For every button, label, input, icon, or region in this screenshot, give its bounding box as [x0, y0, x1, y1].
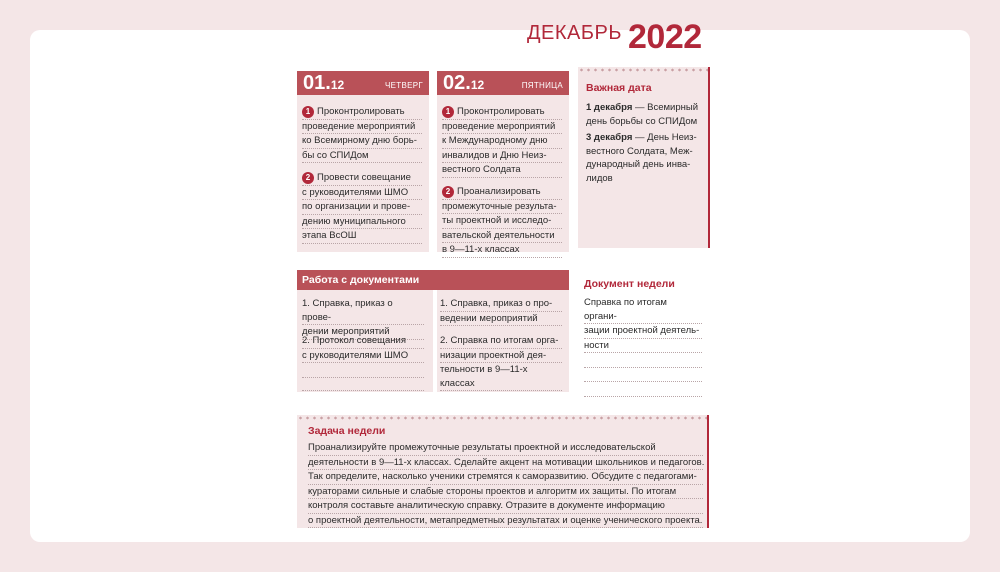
important-date-title: Важная дата [586, 82, 652, 94]
day-tasks [297, 95, 429, 252]
day-header [297, 71, 429, 95]
document-item: 1. Справка, приказ о прове- дении мероприятий [302, 297, 424, 340]
number-badge: 1 [442, 106, 454, 118]
blank-line [584, 382, 702, 397]
month-title: ДЕКАБРЬ [527, 22, 622, 44]
perforation-edge [297, 415, 707, 421]
task-item: 1 Проконтролировать проведение мероприятий ко Всемирному дню борь- бы со СПИДом [302, 105, 422, 163]
day-column-1 [297, 71, 429, 252]
task-item: 2 Провести совещание с руководителями ШМО по организации и прове- дению муниципального этапа ВсОШ [302, 171, 422, 244]
documents-body [297, 290, 569, 392]
important-date-item: 1 декабря — Всемирный день борьбы со СПИДом [586, 102, 699, 127]
document-item: 2. Справка по итогам орга- низации проектной дея- тельности в 9—11-х классах [440, 334, 562, 391]
documents-panel [297, 270, 569, 392]
task-item: 2 Проанализировать промежуточные результа- ты проектной и исследо- вательской деятельности в 9—11-х классах [442, 185, 562, 258]
day-number: 02.12 [443, 72, 485, 94]
important-date-panel [578, 67, 710, 248]
task-of-week-text: Проанализируйте промежуточные результаты проектной и исследовательской деятельности в 9—11-х классах. Сделайте акцент на мотивации школьников и педагогов. Так определите, насколько ученики стремятся к саморазвитию. Обсудите с педагогами- кураторами сильные и слабые стороны проектов и алгоритм их защиты. По итогам контроля составьте аналитическую справку. Отразите в документе информацию о проектной деятельности, метапредметных результатах и оценке ученического проекта. [308, 441, 703, 528]
number-badge: 2 [302, 172, 314, 184]
blank-line [440, 390, 562, 391]
documents-title: Работа с документами [297, 270, 569, 290]
task-of-week-panel [297, 415, 709, 528]
blank-line [584, 368, 702, 383]
important-date-item: 3 декабря — День Неиз- вестного Солдата, Меж- дународный день инва- лидов [586, 132, 697, 184]
perforation-edge [578, 67, 708, 73]
document-item: 2. Протокол совещания с руководителями ШМО [302, 334, 424, 363]
year-title: 2022 [628, 18, 702, 56]
column-divider [433, 290, 437, 392]
blank-line [302, 377, 424, 378]
task-of-week-title: Задача недели [308, 425, 386, 437]
weekday: ПЯТНИЦА [521, 81, 563, 90]
document-of-week: Документ недели Справка по итогам органи- зации проектной деятель- ности [578, 278, 708, 397]
task-item: 1 Проконтролировать проведение мероприятий к Международному дню инвалидов и Дню Неиз- вестного Солдата [442, 105, 562, 178]
document-item: 1. Справка, приказ о про- ведении мероприятий [440, 297, 562, 326]
blank-line [584, 353, 702, 368]
document-of-week-title: Документ недели [584, 278, 675, 290]
day-number: 01.12 [303, 72, 345, 94]
weekday: ЧЕТВЕРГ [385, 81, 423, 90]
blank-line [302, 390, 424, 391]
day-header [437, 71, 569, 95]
number-badge: 1 [302, 106, 314, 118]
day-tasks [437, 95, 569, 255]
day-column-2 [437, 71, 569, 255]
number-badge: 2 [442, 186, 454, 198]
